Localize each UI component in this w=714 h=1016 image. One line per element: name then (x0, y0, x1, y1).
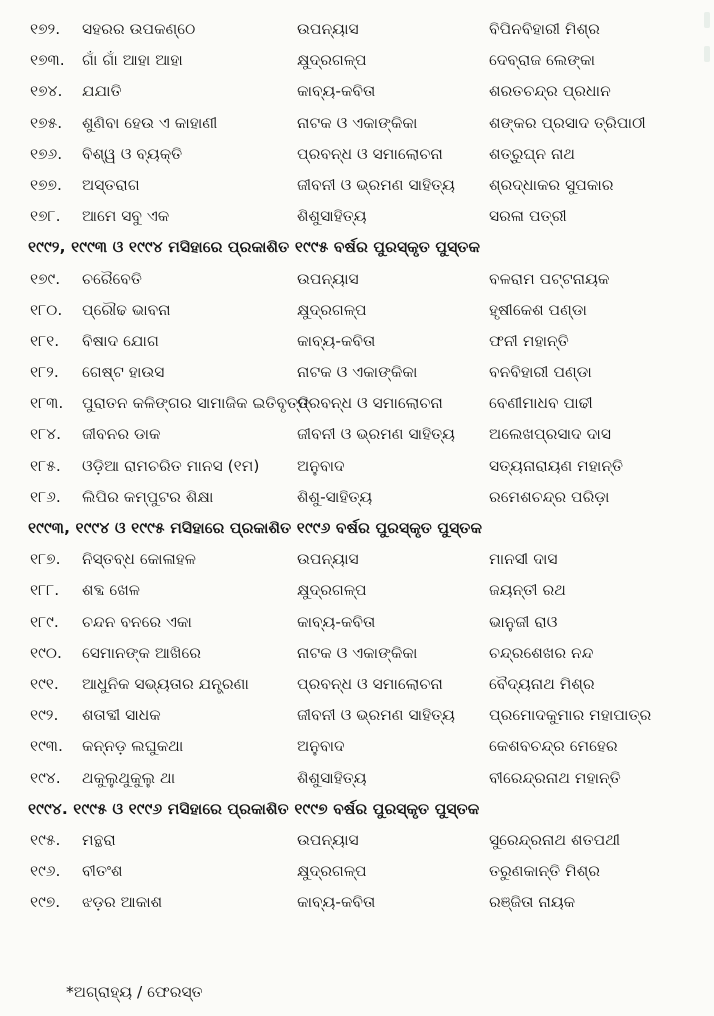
book-title: ଜୀବନର ଡାକ (82, 425, 161, 444)
item-number: ୧୯୦. (30, 643, 62, 662)
list-item (0, 108, 714, 139)
item-number: ୧୯୫. (30, 830, 61, 849)
list-item (0, 482, 714, 513)
book-author: ଶଙ୍କର ପ୍ରସାଦ ତ୍ରିପାଠୀ (489, 113, 646, 132)
list-item (0, 669, 714, 700)
section-heading: ୧୯୯୨, ୧୯୯୩ ଓ ୧୯୯୪ ମସିହାରେ ପ୍ରକାଶିତ ୧୯୯୫ ବର୍ଷର ପୁରସ୍କୃତ ପୁସ୍ତକ (28, 238, 480, 257)
list-item (0, 14, 714, 45)
book-genre: ଶିଶୁସାହିତ୍ୟ (297, 768, 367, 787)
item-number: ୧୭୩. (30, 51, 65, 70)
book-title: ଥକୁଲୁଥୁକୁଲୁ ଥା (82, 768, 176, 787)
book-genre: ନାଟକ ଓ ଏକାଙ୍କିକା (297, 643, 418, 662)
book-title: ଗାଁ ଗାଁ ଆହା ଆହା (82, 51, 183, 70)
book-author: ଦେବ୍ରାଜ ଲେଙ୍କା (489, 51, 596, 70)
book-author: ବିପିନବିହାରୀ ମିଶ୍ର (489, 20, 600, 38)
book-genre: ଉପନ୍ୟାସ (297, 550, 359, 569)
book-author: କେଶବଚନ୍ଦ୍ର ମେହେର (489, 737, 618, 756)
book-author: ଶରତଚନ୍ଦ୍ର ପ୍ରଧାନ (489, 82, 611, 101)
book-author: ପ୍ରମୋଦକୁମାର ମହାପାତ୍ର (489, 706, 652, 725)
book-title: ନିସ୍ତବ୍ଧ କୋଳାହଳ (82, 550, 196, 569)
book-author: ଫନୀ ମହାନ୍ତି (489, 331, 569, 350)
list-item (0, 763, 714, 794)
book-genre: ପ୍ରବନ୍ଧ ଓ ସମାଲୋଚନା (297, 674, 443, 693)
list-item (0, 607, 714, 638)
book-title: ଆଧୁନିକ ସଭ୍ୟତାର ଯନ୍ତ୍ରଣା (82, 674, 249, 693)
book-genre: ଜୀବନୀ ଓ ଭ୍ରମଣ ସାହିତ୍ୟ (297, 425, 455, 444)
list-item (0, 76, 714, 107)
book-title: ଆମେ ସବୁ ଏକ (82, 207, 170, 226)
book-title: ଝଡ଼ର ଆକାଶ (82, 893, 163, 912)
book-genre: ଉପନ୍ୟାସ (297, 20, 359, 38)
book-title: ଲିପିର କମ୍ପୁଟର ଶିକ୍ଷା (82, 487, 214, 506)
item-number: ୧୮୯. (30, 612, 59, 631)
item-number: ୧୮୪. (30, 425, 62, 444)
book-author: ମାନସୀ ଦାସ (489, 550, 558, 569)
book-genre: କ୍ଷୁଦ୍ରଗଳ୍ପ (297, 862, 367, 881)
list-item (0, 451, 714, 482)
book-title: ଅସ୍ତରାଗ (82, 175, 140, 194)
list-item (0, 201, 714, 232)
book-title: ମନ୍ଥରା (82, 830, 116, 849)
list-item (0, 139, 714, 170)
list-item (0, 388, 714, 419)
item-number: ୧୮୨. (30, 363, 59, 382)
item-number: ୧୮୭. (30, 550, 61, 569)
list-item (0, 575, 714, 606)
item-number: ୧୮୫. (30, 456, 61, 475)
item-number: ୧୭୮. (30, 207, 61, 226)
book-author: ସରଳା ପତ୍ରୀ (489, 207, 567, 226)
item-number: ୧୮୩. (30, 394, 64, 413)
book-genre: ଅନୁବାଦ (297, 737, 345, 756)
item-number: ୧୭୪. (30, 82, 63, 101)
list-item (0, 264, 714, 295)
book-title: ଶୁଣିବା ହେଉ ଏ କାହାଣୀ (82, 113, 218, 132)
book-title: ବିଶ୍ୱ ଓ ବ୍ୟକ୍ତି (82, 144, 183, 163)
book-genre: ନାଟକ ଓ ଏକାଙ୍କିକା (297, 363, 418, 382)
list-item (0, 357, 714, 388)
book-author: ହୃଷୀକେଶ ପଣ୍ଡା (489, 300, 587, 319)
book-author: ବେଣୀମାଧବ ପାଢୀ (489, 394, 593, 413)
section-heading: ୧୯୯୩, ୧୯୯୪ ଓ ୧୯୯୫ ମସିହାରେ ପ୍ରକାଶିତ ୧୯୯୬ ବର୍ଷର ପୁରସ୍କୃତ ପୁସ୍ତକ (28, 519, 483, 537)
list-item (0, 856, 714, 887)
item-number: ୧୭୨. (30, 20, 61, 38)
list-item (0, 731, 714, 762)
book-genre: କାବ୍ୟ-କବିତା (297, 82, 376, 101)
footnote: *ଅଗ୍ରାହ୍ୟ / ଫେରସ୍ତ (66, 983, 203, 1001)
item-number: ୧୭୬. (30, 144, 63, 163)
item-number: ୧୯୨. (30, 706, 59, 725)
book-genre: ଉପନ୍ୟାସ (297, 830, 359, 849)
list-item (0, 326, 714, 357)
book-genre: ଅନୁବାଦ (297, 456, 345, 475)
item-number: ୧୯୬. (30, 862, 61, 881)
book-genre: ଉପନ୍ୟାସ (297, 269, 359, 288)
list-item (0, 887, 714, 918)
book-author: ଜୟନ୍ତୀ ରଥ (489, 581, 566, 600)
book-title: ଯଯାତି (82, 82, 122, 101)
list-item (0, 638, 714, 669)
book-genre: ଜୀବନୀ ଓ ଭ୍ରମଣ ସାହିତ୍ୟ (297, 175, 455, 194)
list-item (0, 295, 714, 326)
item-number: ୧୯୪. (30, 768, 61, 787)
book-title: ଚରୈବେତି (82, 269, 142, 288)
book-author: ବନବିହାରୀ ପଣ୍ଡା (489, 363, 592, 382)
book-genre: ଶିଶୁସାହିତ୍ୟ (297, 207, 367, 226)
item-number: ୧୮୦. (30, 300, 63, 319)
section-heading: ୧୯୯୪. ୧୯୯୫ ଓ ୧୯୯୬ ମସିହାରେ ପ୍ରକାଶିତ ୧୯୯୭ ବର୍ଷର ପୁରସ୍କୃତ ପୁସ୍ତକ (28, 799, 480, 818)
book-genre: ଶିଶୁ-ସାହିତ୍ୟ (297, 487, 373, 506)
book-genre: ପ୍ରବନ୍ଧ ଓ ସମାଲୋଚନା (297, 394, 443, 413)
book-author: ଚନ୍ଦ୍ରଶେଖର ନନ୍ଦ (489, 643, 594, 662)
book-title: ସହରର ଉପକଣ୍ଠେ (82, 20, 196, 38)
item-number: ୧୯୭. (30, 893, 61, 912)
book-author: ଅଲେଖପ୍ରସାଦ ଦାସ (489, 425, 611, 444)
book-author: ଭାନୁଜୀ ରାଓ (489, 612, 558, 631)
list-item (0, 700, 714, 731)
book-genre: କାବ୍ୟ-କବିତା (297, 893, 376, 912)
book-title: ଶବ୍ଦ ଖେଳ (82, 581, 140, 600)
book-title: ଶତାବ୍ଦୀ ସାଧକ (82, 706, 161, 725)
list-item (0, 419, 714, 450)
book-title: ଓଡ଼ିଆ ରାମଚରିତ ମାନସ (୧ମ) (82, 456, 260, 475)
book-title: ପୁରାତନ କଳିଙ୍ଗର ସାମାଜିକ ଇତିବୃତ୍ତି (82, 394, 310, 413)
list-item (0, 825, 714, 856)
book-genre: କ୍ଷୁଦ୍ରଗଳ୍ପ (297, 300, 367, 319)
book-author: ତରୁଣକାନ୍ତି ମିଶ୍ର (489, 862, 601, 881)
book-genre: କାବ୍ୟ-କବିତା (297, 331, 376, 350)
book-genre: କ୍ଷୁଦ୍ରଗଳ୍ପ (297, 581, 367, 600)
list-item (0, 45, 714, 76)
book-author: ରଞ୍ଜିତା ନାୟକ (489, 893, 576, 912)
book-genre: ଜୀବନୀ ଓ ଭ୍ରମଣ ସାହିତ୍ୟ (297, 706, 455, 725)
book-author: ରମେଶଚନ୍ଦ୍ର ପରିଡ଼ା (489, 487, 610, 506)
item-number: ୧୯୩. (30, 737, 63, 756)
book-title: ବୀତଂଶ (82, 862, 123, 881)
book-author: ଶତ୍ରୁଘ୍ନ ନାଥ (489, 144, 576, 163)
item-number: ୧୮୬. (30, 487, 61, 506)
list-item (0, 170, 714, 201)
item-number: ୧୯୧. (30, 674, 59, 693)
book-title: ବିଷାଦ ଯୋଗ (82, 331, 159, 350)
list-item (0, 544, 714, 575)
book-title: ଚନ୍ଦନ ବନରେ ଏକା (82, 612, 192, 631)
item-number: ୧୭୫. (30, 113, 63, 132)
book-title: କନ୍ନଡ଼ ଲଘୁକଥା (82, 737, 184, 756)
book-author: ସତ୍ୟନାରାୟଣ ମହାନ୍ତି (489, 456, 624, 475)
item-number: ୧୭୯. (30, 269, 61, 288)
book-author: ସୁରେନ୍ଦ୍ରନାଥ ଶତପଥୀ (489, 830, 621, 849)
book-author: ବୀରେନ୍ଦ୍ରନାଥ ମହାନ୍ତି (489, 768, 621, 787)
book-title: ପ୍ରୌଢ ଭାବନା (82, 300, 171, 319)
book-genre: ନାଟକ ଓ ଏକାଙ୍କିକା (297, 113, 418, 132)
book-genre: କାବ୍ୟ-କବିତା (297, 612, 376, 631)
book-author: ଶ୍ରଦ୍ଧାକର ସୁପକାର (489, 175, 614, 194)
book-title: ଗେଷ୍ଟ ହାଉସ (82, 363, 165, 382)
item-number: ୧୮୮. (30, 581, 60, 600)
item-number: ୧୭୭. (30, 175, 62, 194)
book-author: ବଳରାମ ପଟ୍ଟନାୟକ (489, 269, 610, 288)
award-book-list (0, 14, 714, 918)
item-number: ୧୮୧. (30, 331, 60, 350)
book-genre: କ୍ଷୁଦ୍ରଗଳ୍ପ (297, 51, 367, 70)
book-genre: ପ୍ରବନ୍ଧ ଓ ସମାଲୋଚନା (297, 144, 443, 163)
book-author: ବୈଦ୍ୟନାଥ ମିଶ୍ର (489, 674, 595, 693)
book-title: ସେମାନଙ୍କ ଆଖିରେ (82, 643, 202, 662)
